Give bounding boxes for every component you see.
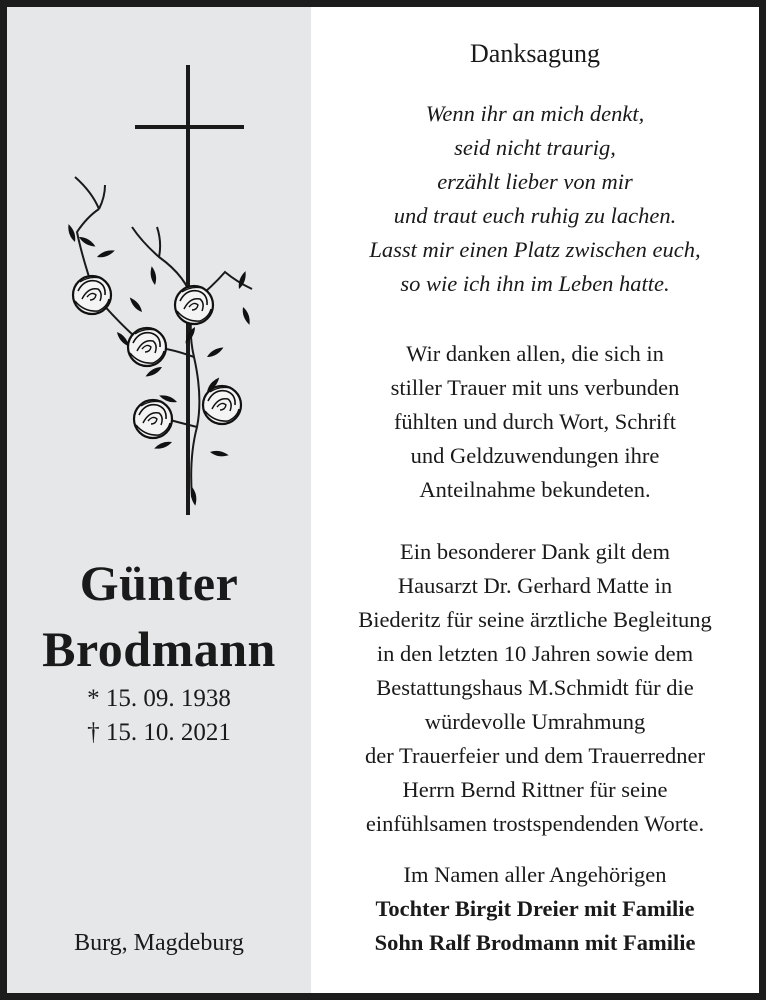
special-thanks-line: Hausarzt Dr. Gerhard Matte in xyxy=(397,573,673,598)
first-name: Günter xyxy=(79,555,239,611)
thanks-line: stiller Trauer mit uns verbunden xyxy=(390,375,680,400)
special-thanks-line: Ein besonderer Dank gilt dem xyxy=(400,539,670,564)
signature xyxy=(311,858,759,960)
poem-line: und traut euch ruhig zu lachen. xyxy=(393,203,677,228)
left-panel xyxy=(7,7,311,993)
heading: Danksagung xyxy=(470,39,600,68)
birth-date: * 15. 09. 1938 xyxy=(87,685,231,712)
special-thanks-line: in den letzten 10 Jahren sowie dem xyxy=(376,641,694,666)
signature-line: Tochter Birgit Dreier mit Familie xyxy=(375,896,695,921)
signature-intro: Im Namen aller Angehörigen xyxy=(403,862,667,887)
thanks-line: fühlten und durch Wort, Schrift xyxy=(393,409,677,434)
last-name: Brodmann xyxy=(42,621,276,677)
poem-line: so wie ich ihn im Leben hatte. xyxy=(400,271,670,296)
signature-line: Sohn Ralf Brodmann mit Familie xyxy=(374,930,696,955)
poem-line: seid nicht traurig, xyxy=(454,135,616,160)
special-thanks-line: Biederitz für seine ärztliche Begleitung xyxy=(358,607,712,632)
poem-line: erzählt lieber von mir xyxy=(437,169,633,194)
cross-with-roses-icon xyxy=(47,57,267,517)
thanks-line: und Geldzuwendungen ihre xyxy=(410,443,660,468)
special-thanks-line: Bestattungshaus M.Schmidt für die xyxy=(376,675,694,700)
thanks-line: Wir danken allen, die sich in xyxy=(406,341,664,366)
special-thanks-line: der Trauerfeier und dem Trauerredner xyxy=(365,743,705,768)
special-thanks-line: Herrn Bernd Rittner für seine xyxy=(402,777,668,802)
death-date: † 15. 10. 2021 xyxy=(87,719,231,746)
thanks-paragraph xyxy=(311,337,759,507)
right-panel xyxy=(311,7,759,993)
special-thanks-line: einfühlsamen trostspendenden Worte. xyxy=(365,811,705,836)
poem-line: Wenn ihr an mich denkt, xyxy=(425,101,645,126)
place: Burg, Magdeburg xyxy=(74,930,244,956)
poem-line: Lasst mir einen Platz zwischen euch, xyxy=(369,237,701,262)
thanks-line: Anteilnahme bekundeten. xyxy=(419,477,651,502)
special-thanks-line: würdevolle Umrahmung xyxy=(424,709,646,734)
special-thanks-paragraph xyxy=(311,535,759,841)
poem xyxy=(311,97,759,301)
